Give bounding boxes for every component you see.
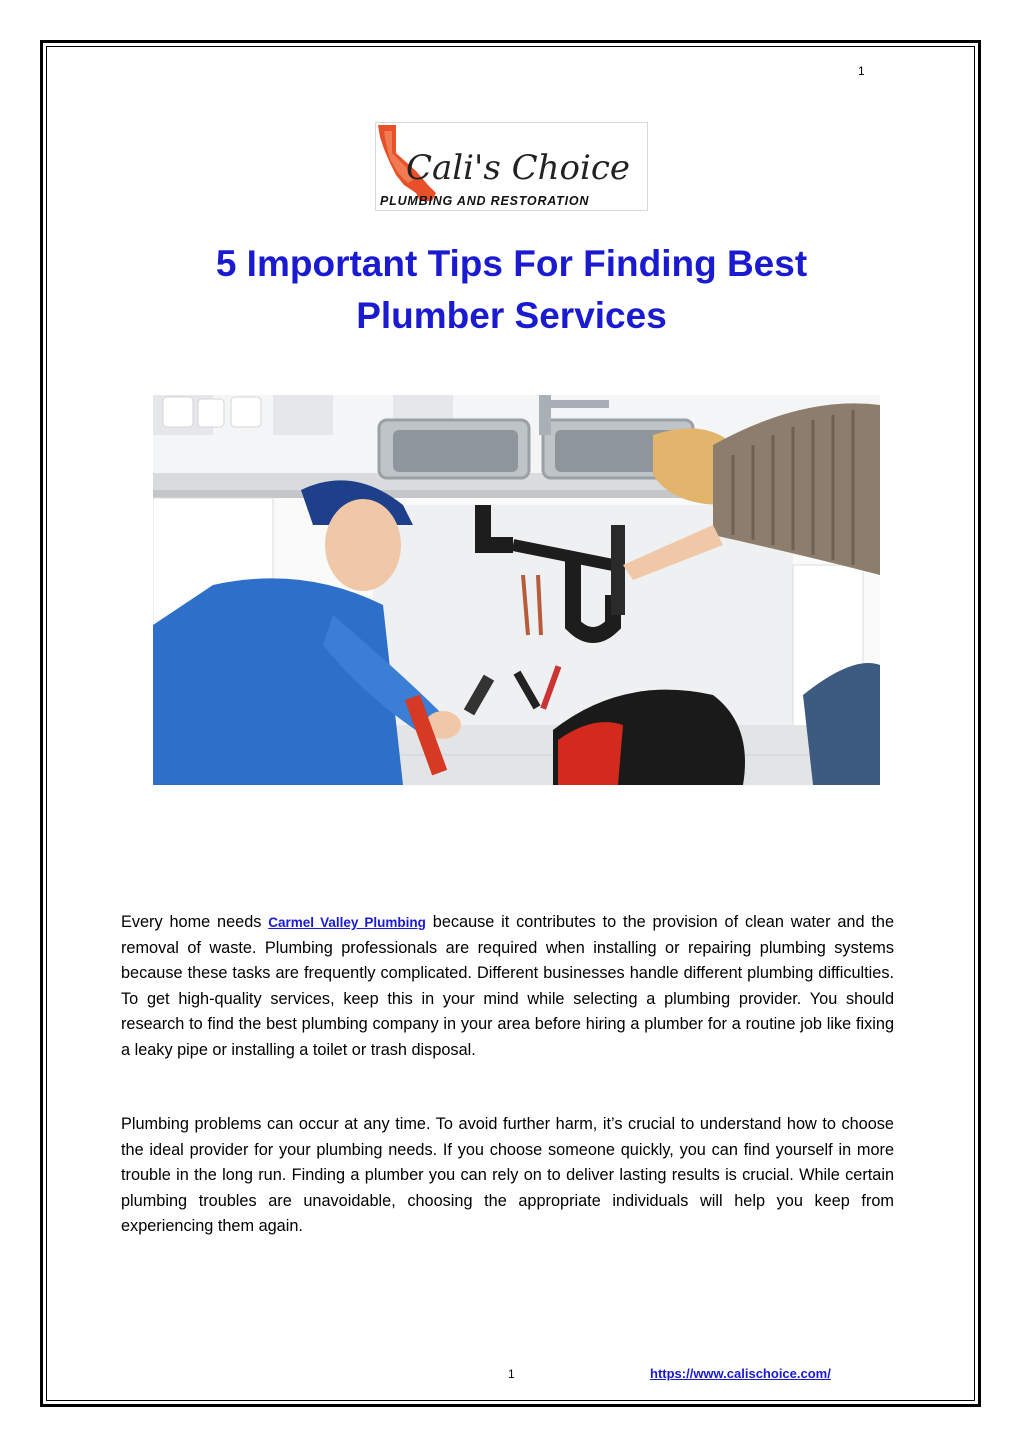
header-page-number: 1 (858, 64, 865, 78)
logo-subtitle: PLUMBING AND RESTORATION (380, 194, 590, 208)
article-image (153, 395, 880, 785)
company-logo (375, 122, 648, 211)
footer-website-link[interactable]: https://www.calischoice.com/ (650, 1366, 831, 1381)
carmel-valley-plumbing-link[interactable]: Carmel Valley Plumbing (268, 915, 426, 930)
footer-page-number: 1 (508, 1367, 515, 1381)
paragraph-second: Plumbing problems can occur at any time. To avoid further harm, it’s crucial to understand how to choose the ideal provider for your plumbing needs. If you choose someone quickly, you can find yourself in more trouble in the long run. Finding a plumber you can rely on to deliver lasting results is crucial. While certain plumbing troubles are unavoidable, choosing the appropriate individuals will help you keep from experiencing them again. (121, 1115, 894, 1235)
paragraph-intro-lead: Every home needs (121, 913, 269, 931)
logo-brand-script: Cali's Choice (406, 148, 631, 188)
article-title: 5 Important Tips For Finding Best Plumber Services (215, 243, 808, 336)
paragraph-intro (121, 910, 894, 1063)
paragraph-intro-rest: because it contributes to the provision of clean water and the removal of waste. Plumbing professionals are required when installing or repairing plumbing systems because these tasks are frequently complicated. Different businesses handle different plumbing difficulties. To get high-quality services, keep this in your mind while selecting a plumbing provider. You should research to find the best plumbing company in your area before hiring a plumber for a routine job like fixing a leaky pipe or installing a toilet or trash disposal. (121, 913, 895, 1059)
